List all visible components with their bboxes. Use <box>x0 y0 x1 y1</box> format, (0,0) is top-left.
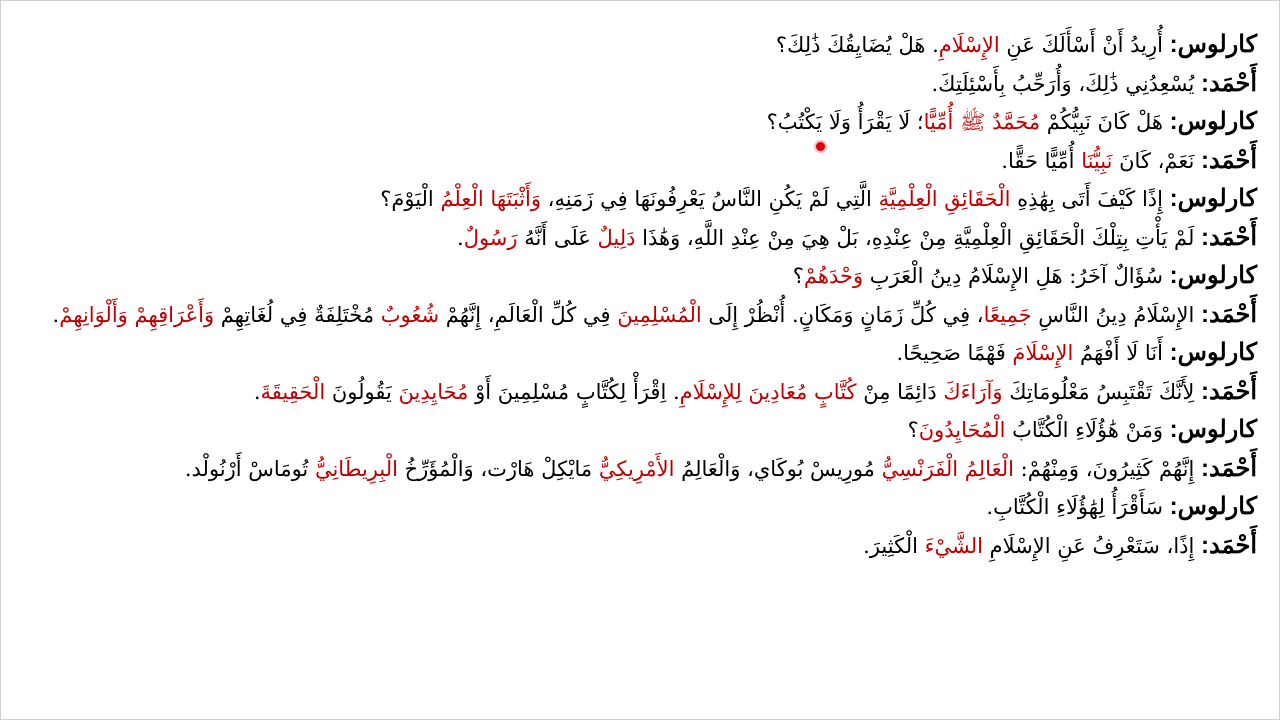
line-text: وَمَنْ هَٰؤُلَاءِ الْكُتَّابُ <box>1005 418 1170 442</box>
line-text: سَأَقْرَأُ لِهَٰؤُلَاءِ الْكُتَّابِ. <box>986 495 1170 519</box>
highlighted-term: وَآرَاءَكَ <box>943 379 1003 404</box>
speaker-name: كارلوس: <box>1169 185 1257 212</box>
line-text: لَمْ يَأْتِ بِتِلْكَ الْحَقَائِقِ الْعِلْمِيَّةِ مِنْ عِنْدِهِ، بَلْ هِيَ مِنْ عِنْدِ اللَّهِ، وَهَٰذَا <box>635 225 1202 250</box>
line-text: أُمِّيًّا حَقًّا. <box>1001 148 1082 173</box>
dialogue-line <box>15 411 1257 450</box>
line-text: أُرِيدُ أَنْ أَسْأَلَكَ عَنِ <box>999 33 1170 57</box>
line-text: أَنَا لَا أَفْهَمُ <box>1073 341 1170 365</box>
speaker-name: أَحْمَد: <box>1201 300 1257 328</box>
speaker-name: أَحْمَد: <box>1201 531 1257 559</box>
line-text: . اِقْرَأْ لِكُتَّابٍ مُسْلِمِينَ أَوْ <box>468 379 680 404</box>
line-text: لِأَنَّكَ تَقْتَبِسُ مَعْلُومَاتِكَ <box>1002 379 1202 404</box>
line-text: الْكَثِيرَ. <box>863 533 925 558</box>
highlighted-term: جَمِيعًا <box>983 302 1032 327</box>
line-text: ؛ لَا يَقْرَأُ وَلَا يَكْتُبُ؟ <box>766 110 924 134</box>
highlighted-term: الإِسْلَامَ <box>1012 341 1074 365</box>
dialogue-line <box>15 65 1257 104</box>
highlighted-term: الْمُسْلِمِينَ <box>617 302 702 327</box>
dialogue-line <box>15 527 1257 566</box>
dialogue-line <box>15 142 1257 181</box>
dialogue-line <box>15 103 1257 142</box>
line-text: مَايْكِلْ هَارْت، وَالْمُؤَرِّخُ <box>397 456 599 481</box>
dialogue-text <box>15 26 1257 565</box>
line-text: دَائِمًا مِنْ <box>856 379 944 404</box>
line-text: إِذًا كَيْفَ أَتَى بِهَٰذِهِ <box>1010 187 1170 211</box>
highlighted-term: مُحَمَّدٌ ﷺ أُمِّيًّا <box>923 110 1041 134</box>
line-text: . <box>457 225 464 250</box>
highlighted-term: الإِسْلَامِ <box>938 33 1000 57</box>
highlighted-term: وَأَعْرَاقِهِمْ وَأَلْوَانِهِمْ <box>59 302 215 327</box>
line-text: هَلْ كَانَ نَبِيُّكُمْ <box>1040 110 1170 134</box>
line-text: ؟ <box>907 418 919 442</box>
line-text: سُؤَالٌ آخَرُ: هَلِ الإِسْلَامُ دِينُ الْعَرَبِ <box>863 264 1170 288</box>
speaker-name: أَحْمَد: <box>1201 377 1257 405</box>
dialogue-line <box>15 296 1257 335</box>
speaker-name: كارلوس: <box>1169 262 1257 289</box>
highlighted-term: وَحْدَهُمْ <box>803 264 864 288</box>
line-text: . <box>253 379 261 404</box>
highlighted-term: كُتَّابٍ مُعَادِينَ لِلإِسْلَامِ <box>679 379 857 404</box>
dialogue-line <box>15 257 1257 296</box>
speaker-name: كارلوس: <box>1169 493 1257 520</box>
highlighted-term: الْحَقِيقَةَ <box>260 379 326 404</box>
line-text: يَقُولُونَ <box>325 379 399 404</box>
highlighted-term: شُعُوبٌ <box>380 302 440 327</box>
line-text: مُورِيسْ بُوكَاي، وَالْعَالِمُ <box>674 456 882 481</box>
dialogue-line <box>15 450 1257 489</box>
dialogue-line <box>15 373 1257 412</box>
speaker-name: كارلوس: <box>1169 339 1257 366</box>
dialogue-line <box>15 26 1257 65</box>
highlighted-term: نَبِيُّنَا <box>1081 148 1113 173</box>
speaker-name: أَحْمَد: <box>1201 454 1257 482</box>
line-text: . <box>52 302 60 327</box>
dialogue-line <box>15 334 1257 373</box>
line-text: فِي كُلِّ الْعَالَمِ، إِنَّهُمْ <box>439 302 618 327</box>
highlighted-term: الشَّيْءَ <box>924 533 983 558</box>
line-text: . هَلْ يُضَايِقُكَ ذَٰلِكَ؟ <box>775 33 939 57</box>
highlighted-term: الأَمْرِيكِيُّ <box>598 456 675 481</box>
highlighted-term: دَلِيلٌ <box>597 225 636 250</box>
highlighted-term: الْحَقَائِقِ الْعِلْمِيَّةِ <box>878 187 1011 211</box>
line-text: يُسْعِدُنِي ذَٰلِكَ، وَأُرَحِّبُ بِأَسْئِلَتِكَ. <box>931 71 1202 96</box>
speaker-name: أَحْمَد: <box>1201 146 1257 174</box>
highlighted-term: رَسُولٌ <box>463 225 518 250</box>
dialogue-line <box>15 219 1257 258</box>
highlighted-term: الْمُحَايِدُونَ <box>918 418 1006 442</box>
dialogue-line <box>15 488 1257 527</box>
speaker-name: أَحْمَد: <box>1201 69 1257 97</box>
line-text: تُومَاسْ أَرْنُولْد. <box>184 456 315 481</box>
line-text: الَّتِي لَمْ يَكُنِ النَّاسُ يَعْرِفُونَهَا فِي زَمَنِهِ، <box>541 187 879 211</box>
highlighted-term: وَأَثْبَتَهَا الْعِلْمُ <box>440 187 541 211</box>
line-text: فَهْمًا صَحِيحًا. <box>896 341 1013 365</box>
line-text: ؟ <box>792 264 804 288</box>
line-text: إِذًا، سَتَعْرِفُ عَنِ الإِسْلَامِ <box>982 533 1202 558</box>
speaker-name: كارلوس: <box>1169 108 1257 135</box>
line-text: الْيَوْمَ؟ <box>380 187 441 211</box>
speaker-name: كارلوس: <box>1169 31 1257 58</box>
line-text: الإِسْلَامُ دِينُ النَّاسِ <box>1031 302 1202 327</box>
speaker-name: أَحْمَد: <box>1201 223 1257 251</box>
pointer-dot-icon <box>816 142 825 151</box>
speaker-name: كارلوس: <box>1169 416 1257 443</box>
line-text: ، فِي كُلِّ زَمَانٍ وَمَكَانٍ. أُنْظُرْ إِلَى <box>701 302 984 327</box>
highlighted-term: الْعَالِمُ الْفَرَنْسِيُّ <box>881 456 1014 481</box>
highlighted-term: الْبِرِيطَانِيُّ <box>314 456 398 481</box>
line-text: مُخْتَلِفَةٌ فِي لُغَاتِهِمْ <box>214 302 381 327</box>
dialogue-line <box>15 180 1257 219</box>
line-text: نَعَمْ، كَانَ <box>1112 148 1202 173</box>
line-text: عَلَى أَنَّهُ <box>517 225 598 250</box>
highlighted-term: مُحَايِدِينَ <box>398 379 469 404</box>
line-text: إِنَّهُمْ كَثِيرُونَ، وَمِنْهُمْ: <box>1013 456 1202 481</box>
